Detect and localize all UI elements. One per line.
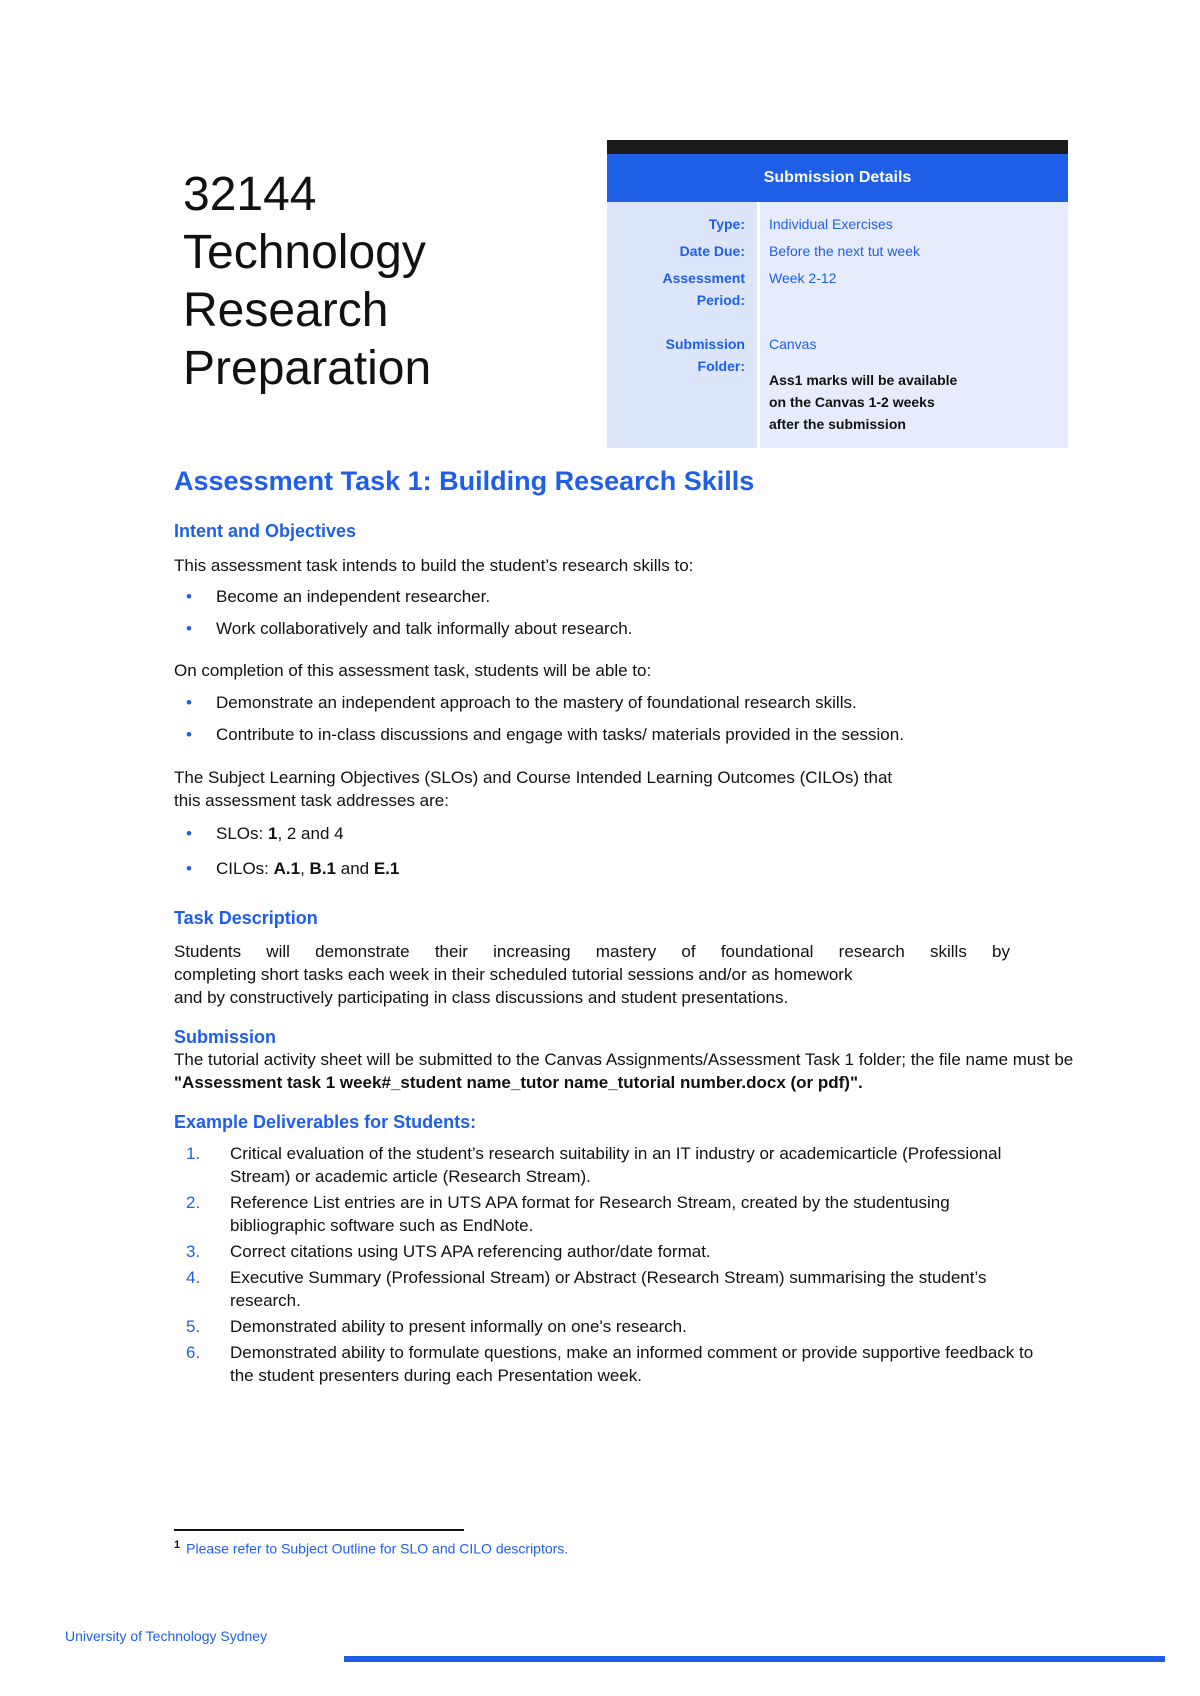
submission-values bbox=[760, 202, 1068, 448]
intent-intro: This assessment task intends to build the student’s research skills to: bbox=[174, 556, 694, 575]
item-text: Correct citations using UTS APA referencing author/date format. bbox=[230, 1242, 711, 1261]
slo-bullets bbox=[174, 822, 1124, 880]
cilo-item bbox=[174, 857, 1124, 880]
type-value: Individual Exercises bbox=[769, 216, 893, 232]
task-title: Assessment Task 1: Building Research Skills bbox=[174, 466, 755, 496]
item-text: Executive Summary (Professional Stream) or Abstract (Research Stream) summarising the student’s research. bbox=[230, 1268, 987, 1310]
spacer bbox=[769, 289, 1068, 311]
item-number: 3. bbox=[186, 1242, 201, 1261]
intent-heading: Intent and Objectives bbox=[174, 521, 357, 541]
marks-note-line: after the submission bbox=[769, 416, 906, 432]
list-item bbox=[174, 1240, 1034, 1263]
slo-rest: , 2 and 4 bbox=[277, 824, 344, 843]
item-text: Demonstrated ability to present informally on one's research. bbox=[230, 1317, 687, 1336]
list-item: • Work collaboratively and talk informally about research. bbox=[174, 617, 1124, 640]
deliverables-list bbox=[174, 1142, 1034, 1387]
cilo-a: A.1 bbox=[273, 859, 301, 878]
cilo-sep: and bbox=[336, 859, 374, 878]
course-title-line: Preparation bbox=[183, 342, 432, 395]
list-item bbox=[174, 1315, 1034, 1338]
spacer bbox=[607, 311, 757, 333]
footer-university: University of Technology Sydney bbox=[65, 1628, 268, 1644]
list-item: • Become an independent researcher. bbox=[174, 585, 1124, 608]
description-line: and by constructively participating in class discussions and student presentations. bbox=[174, 988, 789, 1007]
submission-details-box bbox=[607, 140, 1068, 448]
slo-intro-line: The Subject Learning Objectives (SLOs) and Course Intended Learning Outcomes (CILOs) that bbox=[174, 768, 893, 787]
item-text: Reference List entries are in UTS APA format for Research Stream, created by the studentusing bibliographic software such as EndNote. bbox=[230, 1193, 950, 1235]
intent-bullets bbox=[174, 585, 1124, 640]
submission-folder-label-1: Submission bbox=[665, 336, 745, 352]
description-heading: Task Description bbox=[174, 908, 318, 928]
item-number: 5. bbox=[186, 1317, 201, 1336]
submission-labels bbox=[607, 202, 760, 448]
marks-note-line: on the Canvas 1-2 weeks bbox=[769, 394, 935, 410]
course-title-line: 32144 bbox=[183, 168, 317, 221]
cilo-sep: , bbox=[300, 859, 310, 878]
cilo-prefix: CILOs: bbox=[216, 859, 274, 878]
submission-folder-label-2: Folder: bbox=[697, 358, 745, 374]
list-item bbox=[174, 1142, 1034, 1188]
course-title bbox=[183, 166, 603, 398]
course-title-line: Technology bbox=[183, 226, 426, 279]
cilo-b: B.1 bbox=[309, 859, 337, 878]
list-item bbox=[174, 1191, 1034, 1237]
submission-header: Submission Details bbox=[607, 154, 1068, 202]
list-item: • Contribute to in-class discussions and engage with tasks/ materials provided in the session. bbox=[174, 723, 936, 746]
submission-body bbox=[607, 202, 1068, 448]
footer-bar bbox=[344, 1656, 1165, 1662]
list-item bbox=[174, 1266, 1034, 1312]
slo-bold: 1 bbox=[267, 824, 278, 843]
footnote-text: Please refer to Subject Outline for SLO and CILO descriptors. bbox=[186, 1540, 569, 1557]
submission-text: The tutorial activity sheet will be submitted to the Canvas Assignments/Assessment Task 1 folder; the file name must be bbox=[174, 1050, 1074, 1069]
submission-heading: Submission bbox=[174, 1027, 277, 1047]
type-label: Type: bbox=[708, 216, 745, 232]
marks-note-line: Ass1 marks will be available bbox=[769, 372, 958, 388]
footnote bbox=[174, 1539, 568, 1557]
footnote-mark: 1 bbox=[174, 1539, 181, 1551]
footnote-divider bbox=[174, 1529, 464, 1531]
course-title-line: Research bbox=[183, 284, 389, 337]
list-item: • Demonstrate an independent approach to the mastery of foundational research skills. bbox=[174, 691, 1124, 714]
deliverables-heading: Example Deliverables for Students: bbox=[174, 1112, 477, 1132]
date-due-value: Before the next tut week bbox=[769, 243, 920, 259]
slo-prefix: SLOs: bbox=[216, 824, 268, 843]
main-content bbox=[174, 466, 1124, 1390]
item-number: 4. bbox=[186, 1268, 201, 1287]
assessment-period-label-2: Period: bbox=[696, 292, 745, 308]
assessment-period-label-1: Assessment bbox=[662, 270, 745, 286]
item-number: 2. bbox=[186, 1193, 201, 1212]
slo-intro-line: this assessment task addresses are: bbox=[174, 791, 449, 810]
assessment-period-value: Week 2-12 bbox=[769, 270, 837, 286]
item-number: 6. bbox=[186, 1343, 201, 1362]
submission-filename: "Assessment task 1 week#_student name_tutor name_tutorial number.docx (or pdf)". bbox=[174, 1073, 863, 1092]
submission-folder-value: Canvas bbox=[769, 336, 817, 352]
date-due-label: Date Due: bbox=[679, 243, 745, 259]
list-item bbox=[174, 1341, 1034, 1387]
cilo-e: E.1 bbox=[373, 859, 400, 878]
item-number: 1. bbox=[186, 1144, 201, 1163]
item-text: Critical evaluation of the student’s research suitability in an IT industry or academicarticle (Professional Stream) or academic article (Research Stream). bbox=[230, 1144, 1002, 1186]
completion-intro: On completion of this assessment task, students will be able to: bbox=[174, 661, 652, 680]
description-line: completing short tasks each week in their scheduled tutorial sessions and/or as homework bbox=[174, 965, 853, 984]
item-text: Demonstrated ability to formulate questions, make an informed comment or provide supportive feedback to the student presenters during each Presentation week. bbox=[230, 1343, 1034, 1385]
slo-item bbox=[174, 822, 1124, 845]
description-text bbox=[174, 940, 1010, 1009]
submission-topbar bbox=[607, 140, 1068, 154]
description-line: Students will demonstrate their increasing mastery of foundational research skills by bbox=[174, 942, 1010, 961]
completion-bullets bbox=[174, 691, 1124, 746]
